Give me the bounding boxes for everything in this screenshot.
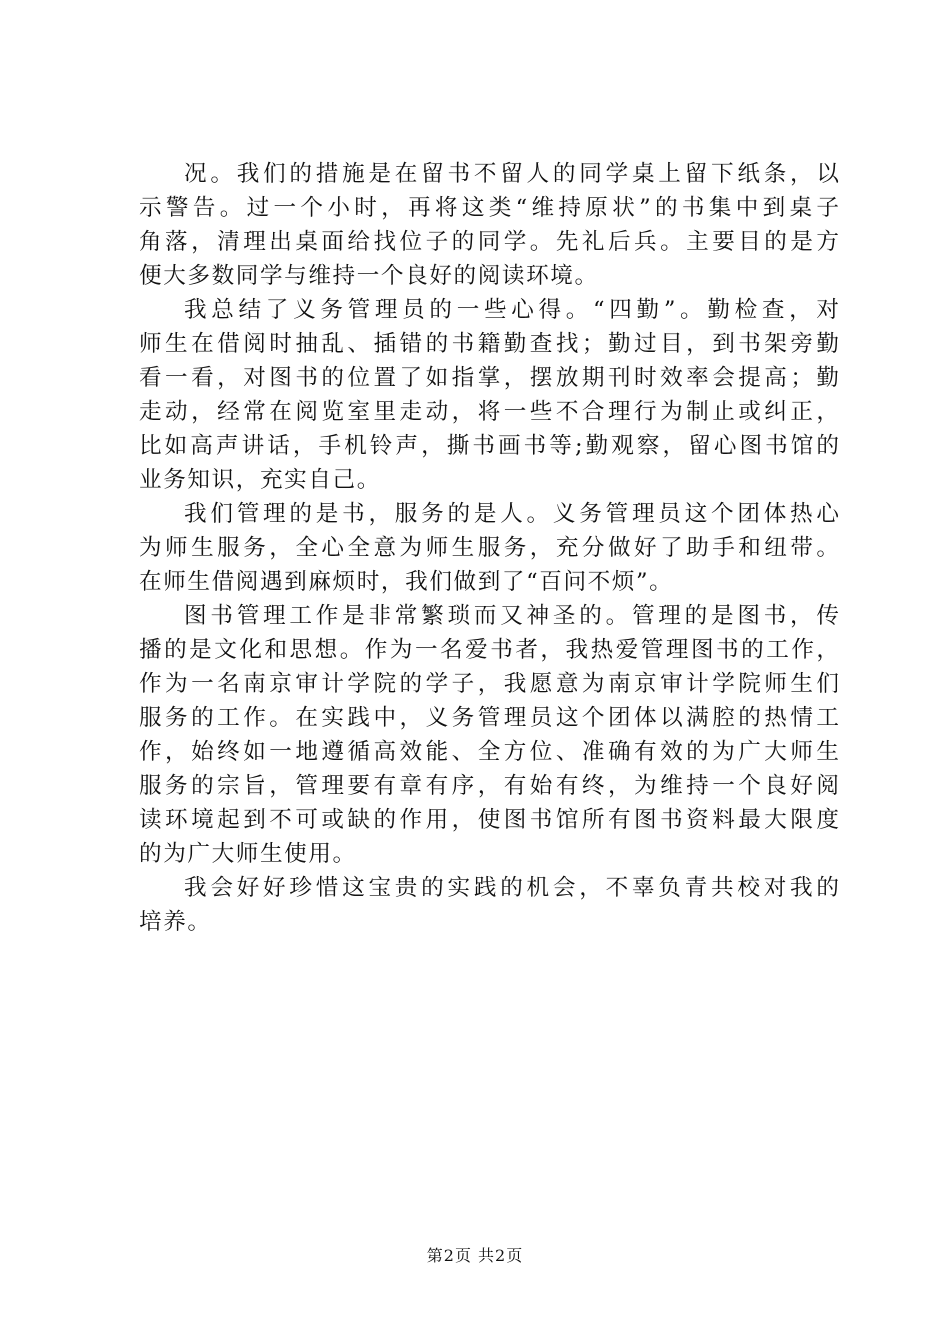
text-line: 走动，经常在阅览室里走动，将一些不合理行为制止或纠正， (139, 399, 839, 425)
text-line: 我总结了义务管理员的一些心得。“四勤”。勤检查，对 (184, 297, 839, 323)
body-text (139, 157, 839, 939)
text-line: 播的是文化和思想。作为一名爱书者，我热爱管理图书的工作， (139, 637, 839, 663)
text-line: 业务知识，充实自己。 (139, 467, 381, 493)
text-line: 作为一名南京审计学院的学子，我愿意为南京审计学院师生们 (139, 671, 839, 697)
text-line: 服务的宗旨，管理要有章有序，有始有终，为维持一个良好阅 (139, 773, 839, 799)
text-line: 服务的工作。在实践中，义务管理员这个团体以满腔的热情工 (139, 705, 839, 731)
text-line: 图书管理工作是非常繁琐而又神圣的。管理的是图书，传 (184, 603, 839, 629)
text-line: 在师生借阅遇到麻烦时，我们做到了“百问不烦”。 (139, 569, 674, 595)
text-line: 师生在借阅时抽乱、插错的书籍勤查找；勤过目，到书架旁勤 (139, 331, 839, 357)
text-line: 我会好好珍惜这宝贵的实践的机会，不辜负青共校对我的 (184, 875, 839, 901)
text-line: 况。我们的措施是在留书不留人的同学桌上留下纸条，以 (184, 161, 839, 187)
text-line: 我们管理的是书，服务的是人。义务管理员这个团体热心 (184, 501, 839, 527)
text-line: 便大多数同学与维持一个良好的阅读环境。 (139, 263, 599, 289)
text-line: 看一看，对图书的位置了如指掌，摆放期刊时效率会提高；勤 (139, 365, 839, 391)
text-line: 示警告。过一个小时，再将这类“维持原状”的书集中到桌子 (139, 195, 839, 221)
page-footer: 第2页 共2页 (426, 1246, 524, 1265)
text-line: 角落，清理出桌面给找位子的同学。先礼后兵。主要目的是方 (139, 229, 839, 255)
text-line: 读环境起到不可或缺的作用，使图书馆所有图书资料最大限度 (139, 807, 839, 833)
text-line: 比如高声讲话，手机铃声，撕书画书等;勤观察，留心图书馆的 (139, 433, 839, 459)
text-line: 作，始终如一地遵循高效能、全方位、准确有效的为广大师生 (139, 739, 839, 765)
text-line: 培养。 (139, 909, 212, 935)
text-line: 的为广大师生使用。 (139, 841, 357, 867)
text-line: 为师生服务，全心全意为师生服务，充分做好了助手和纽带。 (139, 535, 839, 561)
